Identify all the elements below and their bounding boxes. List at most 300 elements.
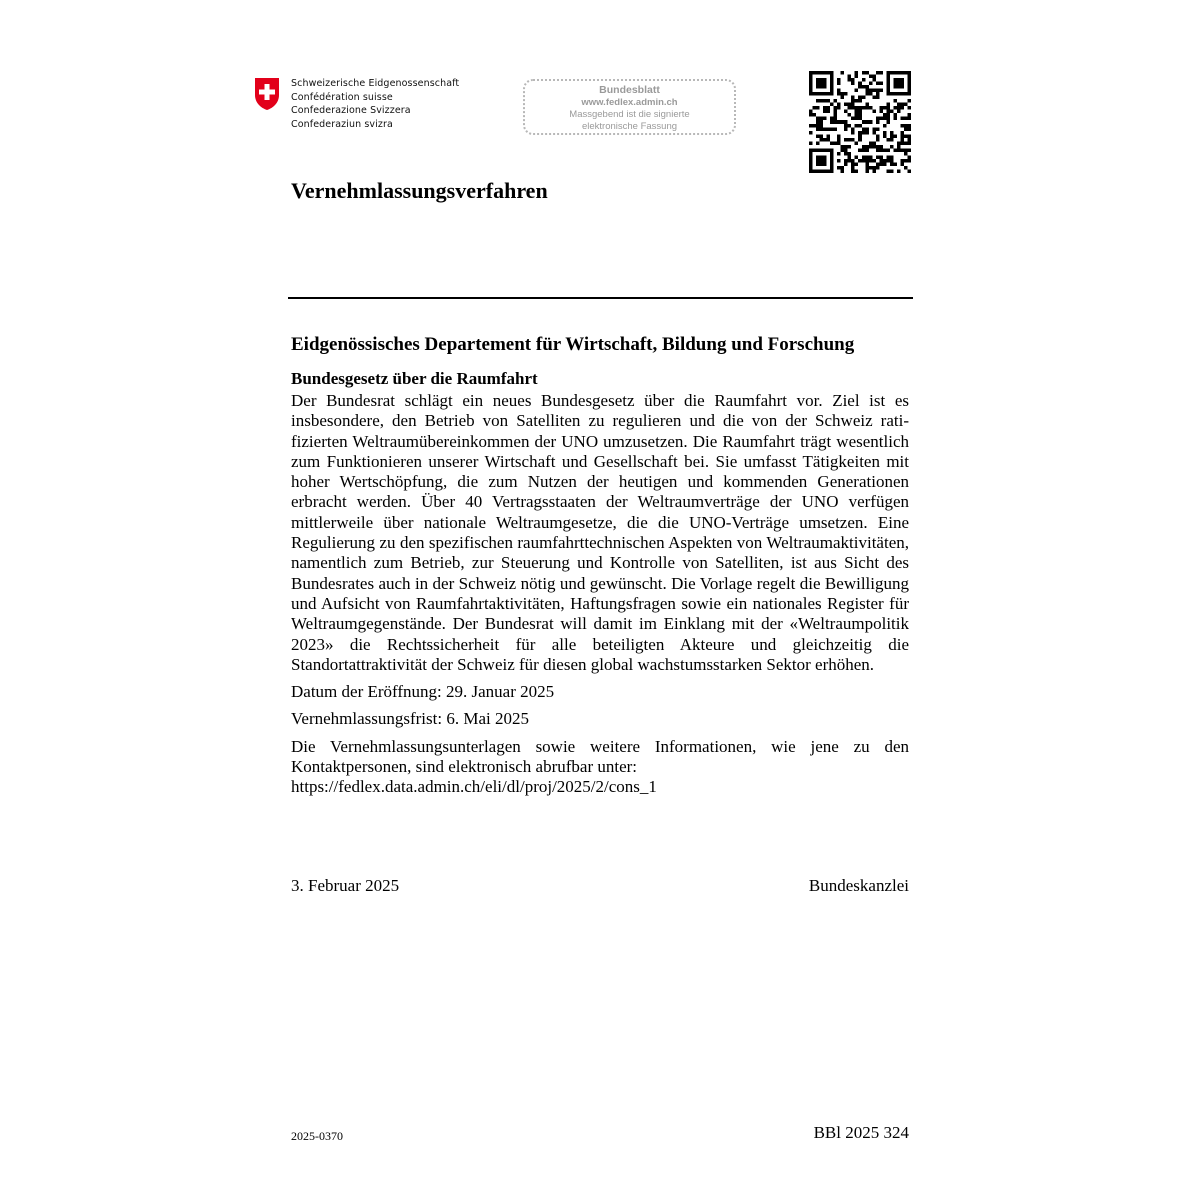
qr-module [844, 148, 848, 152]
qr-module [890, 159, 894, 163]
qr-module [879, 82, 883, 86]
qr-module [844, 110, 848, 114]
qr-module [869, 159, 873, 163]
qr-module [897, 82, 901, 86]
qr-module [834, 117, 838, 121]
logo-line-fr: Confédération suisse [291, 91, 393, 103]
qr-module [855, 89, 859, 93]
qr-module [851, 103, 855, 107]
qr-module [907, 85, 911, 89]
qr-module [837, 166, 841, 170]
qr-module [848, 155, 852, 159]
qr-module [816, 120, 820, 124]
qr-module [886, 117, 890, 121]
qr-module [876, 120, 880, 124]
qr-module [879, 106, 883, 110]
qr-module [809, 75, 813, 79]
qr-module [869, 82, 873, 86]
qr-module [862, 155, 866, 159]
qr-module [820, 148, 824, 152]
swiss-cross-shield-icon [253, 77, 281, 111]
qr-module [876, 117, 880, 121]
department-heading: Eidgenössisches Departement für Wirtschaft, Bildung und Forschung [291, 334, 855, 355]
qr-module [904, 71, 908, 75]
qr-module [816, 85, 820, 89]
qr-module [879, 159, 883, 163]
logo-line-de: Schweizerische Eidgenossenschaft [291, 78, 460, 89]
qr-module [816, 71, 820, 75]
qr-module [886, 159, 890, 163]
qr-module [841, 71, 845, 75]
qr-module [823, 99, 827, 103]
qr-module [865, 145, 869, 149]
qr-module [900, 71, 904, 75]
signoff-date: 3. Februar 2025 [291, 876, 400, 895]
qr-module [809, 148, 813, 152]
qr-module [872, 96, 876, 100]
qr-module [893, 78, 897, 82]
qr-module [809, 169, 813, 173]
qr-module [858, 113, 862, 117]
qr-module [830, 152, 834, 156]
qr-module [872, 127, 876, 131]
qr-module [858, 117, 862, 121]
qr-module [848, 75, 852, 79]
consultation-deadline: Vernehmlassungsfrist: 6. Mai 2025 [291, 709, 529, 729]
qr-module [879, 162, 883, 166]
qr-module [865, 71, 869, 75]
qr-module [900, 117, 904, 121]
qr-module [872, 110, 876, 114]
qr-module [872, 78, 876, 82]
consultation-link[interactable]: https://fedlex.data.admin.ch/eli/dl/proj/2025/2/cons_1 [291, 777, 657, 797]
qr-module [886, 155, 890, 159]
qr-module [816, 78, 820, 82]
qr-module [900, 159, 904, 163]
qr-module [837, 82, 841, 86]
qr-module [886, 103, 890, 107]
qr-module [890, 138, 894, 142]
qr-module [855, 75, 859, 79]
qr-module [837, 120, 841, 124]
qr-module [851, 127, 855, 131]
qr-module [816, 155, 820, 159]
qr-module [890, 145, 894, 149]
qr-module [883, 124, 887, 128]
qr-module [865, 169, 869, 173]
law-title: Bundesgesetz über die Raumfahrt [291, 369, 538, 388]
qr-module [823, 159, 827, 163]
qr-module [848, 159, 852, 163]
qr-module [827, 106, 831, 110]
qr-module [813, 106, 817, 110]
qr-module [893, 134, 897, 138]
bundesblatt-stamp [523, 79, 736, 135]
qr-module [872, 75, 876, 79]
qr-module [900, 78, 904, 82]
qr-module [823, 127, 827, 131]
qr-module [893, 71, 897, 75]
qr-module [858, 110, 862, 114]
qr-module [865, 85, 869, 89]
qr-module [809, 113, 813, 117]
qr-module [816, 169, 820, 173]
qr-module [904, 148, 908, 152]
qr-module [869, 166, 873, 170]
qr-module [820, 78, 824, 82]
qr-module [841, 96, 845, 100]
qr-module [907, 148, 911, 152]
qr-module [900, 85, 904, 89]
qr-module [851, 99, 855, 103]
qr-module [865, 159, 869, 163]
qr-module [851, 159, 855, 163]
qr-module [834, 141, 838, 145]
qr-module [820, 155, 824, 159]
qr-module [879, 117, 883, 121]
qr-module [823, 117, 827, 121]
qr-module [813, 71, 817, 75]
qr-module [876, 138, 880, 142]
qr-module [893, 117, 897, 121]
qr-module [858, 148, 862, 152]
signoff [291, 876, 909, 896]
qr-module [820, 85, 824, 89]
qr-module [904, 159, 908, 163]
qr-module [816, 99, 820, 103]
qr-module [823, 148, 827, 152]
qr-module [816, 82, 820, 86]
qr-module [897, 148, 901, 152]
qr-module [823, 85, 827, 89]
qr-module [820, 169, 824, 173]
qr-module [876, 155, 880, 159]
stamp-url: www.fedlex.admin.ch [581, 97, 678, 108]
qr-module [904, 134, 908, 138]
qr-module [809, 159, 813, 163]
qr-module [816, 106, 820, 110]
qr-module [862, 106, 866, 110]
qr-module [844, 124, 848, 128]
qr-module [876, 92, 880, 96]
qr-module [858, 131, 862, 135]
signoff-authority: Bundeskanzlei [808, 876, 909, 895]
qr-module [904, 127, 908, 131]
qr-module [820, 71, 824, 75]
qr-module [897, 85, 901, 89]
qr-module [886, 85, 890, 89]
qr-module [897, 110, 901, 114]
qr-module [893, 82, 897, 86]
qr-module [862, 78, 866, 82]
qr-module [809, 71, 813, 75]
qr-module [827, 134, 831, 138]
qr-module [834, 106, 838, 110]
qr-module [830, 75, 834, 79]
qr-module [809, 110, 813, 114]
qr-module [876, 145, 880, 149]
qr-module [872, 89, 876, 93]
qr-module [900, 138, 904, 142]
qr-module [809, 92, 813, 96]
qr-module [890, 92, 894, 96]
qr-module [876, 166, 880, 170]
qr-module [886, 89, 890, 93]
qr-module [890, 169, 894, 173]
body-paragraph: Der Bundesrat schlägt ein neues Bundesgesetz über die Raumfahrt vor. Ziel ist es insbesondere, den Betrieb von Satelliten zu regulieren und die von der Schweiz ratifizierten Weltraumübereinkommen der UNO umzusetzen. Die Raumfahrt trägt wesentlich zum Funktionieren unserer Wirtschaft und Gesellschaft bei. Sie umfasst Tätigkeiten mit hoher Wertschöpfung, die zum Nutzen der heutigen und kommenden Generationen erbracht werden. Über 40 Vertragsstaaten der Weltraumverträge der UNO verfügen mittlerweile über nationale Weltraumgesetze, die die UNO-Verträge umsetzen. Eine Regulierung zu den spezifischen raumfahrttechnischen Aspekten von Weltraumaktivitäten, namentlich zum Betrieb, zur Steuerung und Kontrolle von Satelliten, ist aus Sicht des Bundesrates auch in der Schweiz nötig und gewünscht. Die Vorlage regelt die Bewilligung und Aufsicht von Raumfahrtaktivitäten, Haftungsfragen sowie ein nationales Register für Weltraumgegenstände. Der Bundesrat will damit im Einklang mit der «Weltraumpolitik 2023» die Rechtssicherheit für alle beteiligten Akteure und gleichzeitig die Standortattraktivität der Schweiz für diesen global wachstumsstarken Sektor erhöhen. [291, 391, 909, 674]
qr-module [872, 166, 876, 170]
qr-module [869, 120, 873, 124]
qr-module [855, 106, 859, 110]
qr-module [907, 127, 911, 131]
qr-module [841, 166, 845, 170]
qr-module [858, 159, 862, 163]
qr-module [837, 159, 841, 163]
qr-module [848, 152, 852, 156]
qr-module [876, 71, 880, 75]
qr-module [858, 99, 862, 103]
qr-module [816, 162, 820, 166]
qr-module [851, 96, 855, 100]
qr-module [876, 148, 880, 152]
qr-module [820, 99, 824, 103]
qr-module [886, 106, 890, 110]
qr-module [876, 96, 880, 100]
qr-module [904, 92, 908, 96]
qr-module [816, 117, 820, 121]
qr-module [907, 117, 911, 121]
qr-module [830, 103, 834, 107]
qr-module [879, 155, 883, 159]
qr-module [830, 85, 834, 89]
qr-module [865, 166, 869, 170]
qr-module [900, 124, 904, 128]
qr-module [830, 71, 834, 75]
qr-module [900, 148, 904, 152]
qr-module [879, 110, 883, 114]
qr-module [890, 134, 894, 138]
qr-module [907, 169, 911, 173]
qr-module [820, 138, 824, 142]
qr-module [862, 159, 866, 163]
qr-module [858, 82, 862, 86]
qr-module [809, 82, 813, 86]
qr-module [830, 148, 834, 152]
qr-module [844, 162, 848, 166]
qr-module [848, 106, 852, 110]
qr-module [907, 106, 911, 110]
qr-module [862, 85, 866, 89]
qr-module [830, 82, 834, 86]
qr-module [907, 89, 911, 93]
qr-module [869, 145, 873, 149]
qr-module [886, 120, 890, 124]
qr-module [855, 99, 859, 103]
qr-module [893, 113, 897, 117]
qr-module [879, 148, 883, 152]
qr-module [827, 99, 831, 103]
qr-module [830, 159, 834, 163]
qr-module [862, 96, 866, 100]
qr-module [837, 106, 841, 110]
qr-module [907, 124, 911, 128]
qr-module [865, 92, 869, 96]
main-content [291, 333, 909, 798]
qr-module [820, 92, 824, 96]
qr-module [855, 155, 859, 159]
qr-module [837, 152, 841, 156]
qr-module [907, 82, 911, 86]
qr-module [883, 159, 887, 163]
qr-module [865, 131, 869, 135]
contact-info [291, 737, 909, 798]
qr-module [844, 159, 848, 163]
qr-module [816, 141, 820, 145]
qr-module [876, 162, 880, 166]
qr-module [851, 162, 855, 166]
qr-module [823, 78, 827, 82]
qr-module [893, 92, 897, 96]
qr-module [851, 82, 855, 86]
qr-module [862, 71, 866, 75]
qr-module [865, 89, 869, 93]
qr-module [830, 162, 834, 166]
qr-module [907, 138, 911, 142]
qr-module [883, 113, 887, 117]
qr-module [816, 148, 820, 152]
qr-module [897, 106, 901, 110]
qr-module [844, 127, 848, 131]
qr-module [813, 169, 817, 173]
qr-module [900, 141, 904, 145]
qr-module [827, 110, 831, 114]
qr-module [890, 131, 894, 135]
qr-module [876, 127, 880, 131]
qr-module [837, 138, 841, 142]
qr-module [809, 166, 813, 170]
qr-module [907, 75, 911, 79]
qr-module [827, 71, 831, 75]
qr-module [830, 78, 834, 82]
qr-module [844, 92, 848, 96]
qr-module [879, 89, 883, 93]
qr-module [907, 141, 911, 145]
qr-module [841, 92, 845, 96]
qr-module [827, 169, 831, 173]
qr-module [865, 148, 869, 152]
qr-module [834, 127, 838, 131]
qr-module [886, 110, 890, 114]
qr-module [890, 162, 894, 166]
qr-module [820, 124, 824, 128]
qr-module [809, 155, 813, 159]
logo-line-it: Confederazione Svizzera [291, 105, 411, 116]
qr-module [900, 162, 904, 166]
qr-module [851, 106, 855, 110]
qr-module [844, 152, 848, 156]
qr-module [809, 141, 813, 145]
qr-module [823, 71, 827, 75]
qr-module [830, 127, 834, 131]
qr-module [869, 89, 873, 93]
qr-module [820, 120, 824, 124]
qr-module [830, 141, 834, 145]
qr-module [834, 110, 838, 114]
logo-text [291, 77, 459, 131]
qr-module [841, 148, 845, 152]
qr-module [855, 124, 859, 128]
qr-module [855, 162, 859, 166]
qr-module [893, 85, 897, 89]
qr-module [876, 134, 880, 138]
qr-module [816, 124, 820, 128]
qr-module [897, 71, 901, 75]
qr-module [848, 113, 852, 117]
qr-module [851, 131, 855, 135]
qr-module [907, 78, 911, 82]
qr-module [879, 145, 883, 149]
qr-module [820, 134, 824, 138]
qr-module [883, 162, 887, 166]
qr-module [883, 131, 887, 135]
opening-date: Datum der Eröffnung: 29. Januar 2025 [291, 682, 555, 702]
qr-module [879, 71, 883, 75]
qr-module [886, 148, 890, 152]
qr-module [837, 92, 841, 96]
qr-module [827, 148, 831, 152]
qr-module [883, 117, 887, 121]
qr-code-icon [809, 71, 911, 173]
qr-module [855, 71, 859, 75]
stamp-title: Bundesblatt [599, 84, 660, 96]
qr-module [820, 127, 824, 131]
qr-module [883, 134, 887, 138]
qr-module [813, 92, 817, 96]
qr-module [865, 106, 869, 110]
qr-module [834, 120, 838, 124]
qr-module [890, 71, 894, 75]
qr-module [872, 159, 876, 163]
qr-module [900, 134, 904, 138]
qr-module [816, 92, 820, 96]
qr-module [848, 78, 852, 82]
qr-module [830, 169, 834, 173]
qr-module [865, 155, 869, 159]
qr-module [904, 152, 908, 156]
qr-module [858, 96, 862, 100]
qr-module [823, 155, 827, 159]
qr-module [823, 169, 827, 173]
qr-module [816, 127, 820, 131]
qr-module [830, 117, 834, 121]
qr-module [886, 82, 890, 86]
qr-module [900, 131, 904, 135]
qr-module [809, 152, 813, 156]
qr-module [851, 117, 855, 121]
qr-module [851, 138, 855, 142]
qr-module [809, 162, 813, 166]
logo-line-rm: Confederaziun svizra [291, 118, 393, 130]
qr-module [890, 110, 894, 114]
qr-module [848, 103, 852, 107]
qr-module [890, 155, 894, 159]
qr-module [897, 145, 901, 149]
qr-module [837, 103, 841, 107]
qr-module [837, 134, 841, 138]
qr-module [855, 113, 859, 117]
qr-module [904, 166, 908, 170]
qr-module [865, 127, 869, 131]
